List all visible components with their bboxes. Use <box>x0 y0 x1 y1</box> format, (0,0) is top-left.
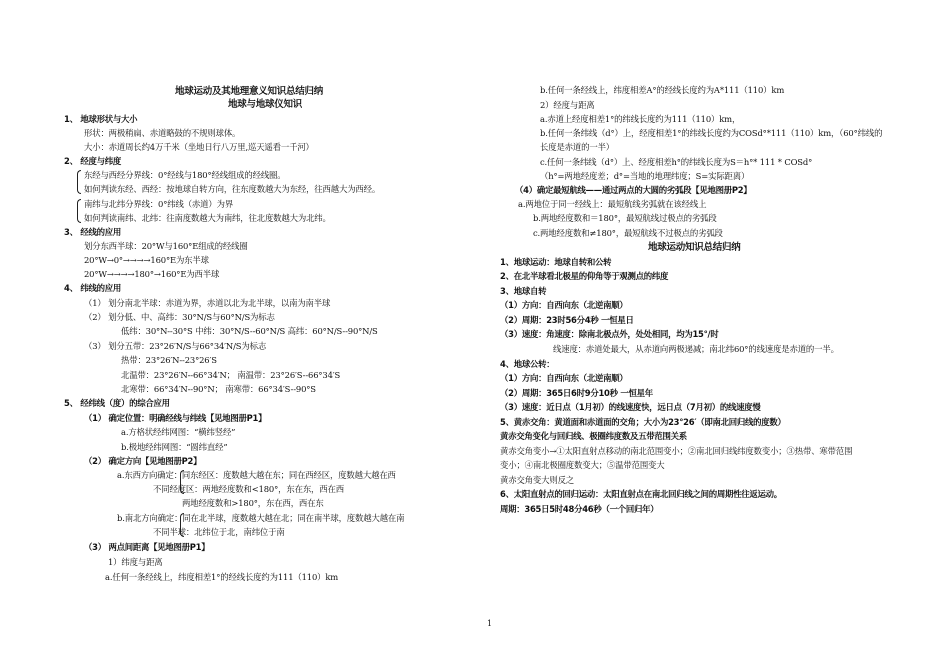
text-line: a.东西方向确定：同东经区：度数越大越在东；同在西经区，度数越大越在西 <box>117 470 396 480</box>
text-line: （1）方向：自西向东（北逆南顺） <box>500 300 628 310</box>
text-line: （2） 划分低、中、高纬：30°N/S与60°N/S为标志 <box>84 312 275 322</box>
section-heading: 1、 地球形状与大小 <box>64 114 138 124</box>
title-sub: 地球与地球仪知识 <box>228 99 303 110</box>
text-line: 南纬与北纬分界线：0°纬线（赤道）为界 <box>84 199 234 209</box>
text-line: 东经与西经分界线：0°经线与180°经线组成的经线圈。 <box>84 170 286 180</box>
text-line: 划分东西半球：20°W与160°E组成的经线圈 <box>84 241 248 251</box>
text-line: （3） 划分五带：23°26′N/S与66°34′N/S为标志 <box>84 341 267 351</box>
text-line: 热带：23°26′N--23°26′S <box>121 355 217 365</box>
text-line: 北寒带：66°34′N--90°N； 南寒带：66°34′S--90°S <box>121 384 316 394</box>
sub-heading: （1） 确定位置：明确经线与纬线【见地图册P1】 <box>84 413 267 423</box>
text-line: （h°=两地经度差；d°=当地的地理纬度；S=实际距离） <box>540 171 750 181</box>
text-line: （2）周期：23时56分4秒 一恒星日 <box>500 315 634 325</box>
section-heading: 1、地球运动：地球自转和公转 <box>500 257 612 267</box>
text-line: 黄赤交角变小→①太阳直射点移动的南北范围变小；②南北回归线纬度数变小；③热带、寒带范围 <box>500 446 853 456</box>
sub-heading: 黄赤交角变化与回归线、极圈纬度数及五带范围关系 <box>500 431 687 441</box>
text-line: （1） 划分南北半球：赤道为界，赤道以北为北半球，以南为南半球 <box>84 298 331 308</box>
text-line: 如何判读东经、西经：按地球自转方向，往东度数越大为东经，往西越大为西经。 <box>84 184 381 194</box>
text-line: 1）纬度与距离 <box>108 557 163 567</box>
sub-heading: （2） 确定方向【见地图册P2】 <box>84 456 202 466</box>
text-line: b.任何一条经线上，纬度相差A°的经线长度约为A*111（110）km <box>540 85 785 95</box>
text-line: b.极地经纬网图：“圆纬直经” <box>121 442 228 452</box>
section-heading: 4、 纬线的应用 <box>64 283 121 293</box>
sub-heading: （3） 两点间距离【见地图册P1】 <box>84 542 210 552</box>
text-line: （2）周期：365日6时9分10秒 一恒星年 <box>500 388 653 398</box>
text-line: （3）速度：角速度：除南北极点外，处处相同，均为15°/时 <box>500 329 719 339</box>
text-line: 线速度：赤道处最大，从赤道向两极递减；南北纬60°的线速度是赤道的一半。 <box>553 344 839 354</box>
page-number: 1 <box>487 619 493 628</box>
text-line: 不同经度区：两地经度数和<180°，东在东，西在西 <box>153 484 344 494</box>
text-line: 周期：365日5时48分46秒（一个回归年） <box>500 504 659 514</box>
text-line: 低纬：30°N--30°S 中纬：30°N/S--60°N/S 高纬：60°N/S--90°N/S <box>121 326 378 336</box>
text-line: 两地经度数和>180°，东在西，西在东 <box>182 498 324 508</box>
text-line: a.任何一条经线上，纬度相差1°的经线长度约为111（110）km <box>105 572 339 582</box>
text-line: a.方格状经纬网图：“横纬竖经” <box>121 427 236 437</box>
text-line: c.任何一条纬线（d°）上、经度相差h°的纬线长度为S＝h°* 111 * COSd° <box>540 157 813 167</box>
section-heading: 6、太阳直射点的回归运动：太阳直射点在南北回归线之间的周期性往返运动。 <box>500 489 782 499</box>
text-line: 如何判读南纬、北纬：往南度数越大为南纬，往北度数越大为北纬。 <box>84 213 331 223</box>
text-line: a.赤道上经度相差1°的纬线长度约为111（110）km， <box>540 114 741 124</box>
text-line: 形状：两极稍扁、赤道略鼓的不规则球体。 <box>84 128 241 138</box>
brace <box>77 199 81 223</box>
section-heading: 3、 经线的应用 <box>64 227 121 237</box>
title-main: 地球运动及其地理意义知识总结归纳 <box>175 86 324 97</box>
section-heading: 2、 经度与纬度 <box>64 156 121 166</box>
text-line: 不同半球：北纬位于北，南纬位于南 <box>153 527 285 537</box>
text-line: 大小：赤道周长约4万千米（坐地日行八万里,巡天遥看一千河） <box>84 142 314 152</box>
text-line: b.任何一条纬线（d°）上，经度相差1°的纬线长度约为COSd°*111（110）km，（60°纬线的 <box>540 128 883 138</box>
text-line: 黄赤交角变大则反之 <box>500 475 575 485</box>
text-line: 长度是赤道的一半） <box>540 142 615 152</box>
section-heading: 5、黄赤交角：黄道面和赤道面的交角；大小为23°26′（即南北回归线的度数） <box>500 417 786 427</box>
section-heading: 4、地球公转： <box>500 359 555 369</box>
section-title: 地球运动知识总结归纳 <box>648 242 741 253</box>
text-line: 2）经度与距离 <box>540 100 595 110</box>
text-line: a.两地位于同一经线上：最短航线劣弧就在该经线上 <box>518 199 707 209</box>
text-line: 20°W→→→→180°→160°E为西半球 <box>84 269 220 279</box>
section-heading: 2、在北半球看北极星的仰角等于观测点的纬度 <box>500 271 669 281</box>
sub-heading: （4）确定最短航线——通过两点的大圆的劣弧段【见地图册P2】 <box>515 185 752 195</box>
text-line: c.两地经度数和≠180°，最短航线不过极点的劣弧段 <box>533 228 723 238</box>
text-line: 北温带：23°26′N--66°34′N； 南温带：23°26′S--66°34′S <box>121 370 341 380</box>
section-heading: 3、地球自转 <box>500 286 547 296</box>
text-line: b.南北方向确定：同在北半球，度数越大越在北；同在南半球，度数越大越在南 <box>117 513 405 523</box>
brace <box>77 170 81 194</box>
text-line: 20°W→0°→→→→160°E为东半球 <box>84 255 209 265</box>
text-line: （3）速度：近日点（1月初）的线速度快，远日点（7月初）的线速度慢 <box>500 402 761 412</box>
text-line: （1）方向：自西向东（北逆南顺） <box>500 373 628 383</box>
section-heading: 5、 经纬线（度）的综合应用 <box>64 398 170 408</box>
text-line: 变小；④南北极圈度数变大；⑤温带范围变大 <box>500 460 665 470</box>
text-line: b.两地经度数和＝180°，最短航线过极点的劣弧段 <box>533 213 717 223</box>
